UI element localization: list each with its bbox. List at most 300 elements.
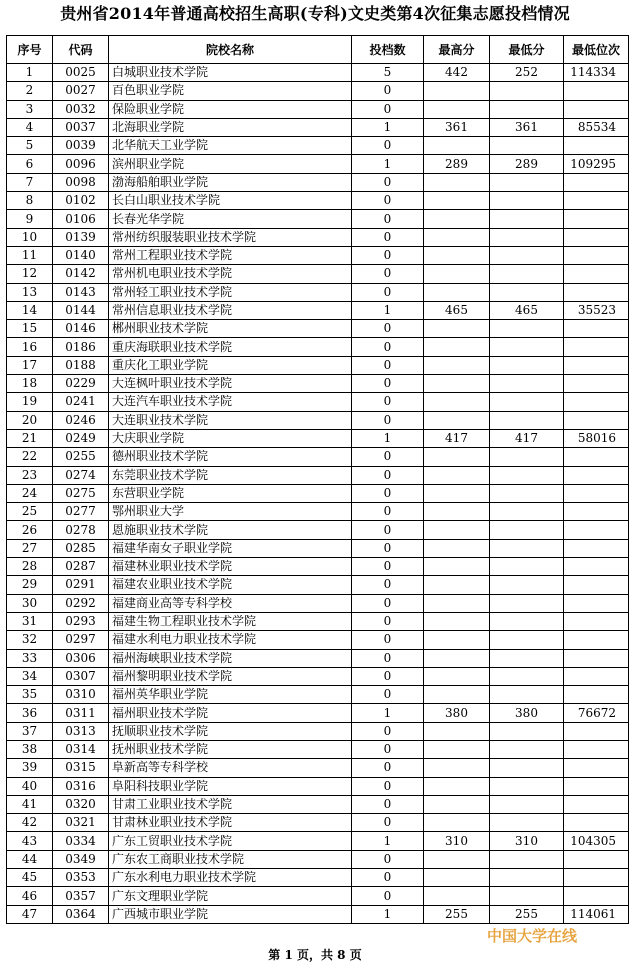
cell-max-score: [424, 631, 490, 649]
table-row: [7, 246, 629, 264]
cell-school-name: 抚州职业技术学院: [109, 740, 352, 758]
cell-code: 0039: [53, 137, 109, 155]
cell-min-rank: 114061: [564, 905, 629, 923]
cell-code: 0306: [53, 649, 109, 667]
cell-index: 14: [7, 301, 53, 319]
cell-code: 0274: [53, 466, 109, 484]
cell-min-rank: [564, 503, 629, 521]
cell-index: 22: [7, 448, 53, 466]
cell-code: 0246: [53, 411, 109, 429]
cell-admitted-count: 0: [352, 869, 424, 887]
cell-admitted-count: 0: [352, 100, 424, 118]
cell-max-score: [424, 246, 490, 264]
cell-max-score: 442: [424, 64, 490, 82]
cell-max-score: 361: [424, 118, 490, 136]
cell-school-name: 福州职业技术学院: [109, 704, 352, 722]
table-row: [7, 283, 629, 301]
cell-min-rank: [564, 338, 629, 356]
cell-max-score: [424, 521, 490, 539]
cell-school-name: 大连职业技术学院: [109, 411, 352, 429]
cell-min-rank: [564, 594, 629, 612]
cell-max-score: [424, 411, 490, 429]
cell-max-score: [424, 82, 490, 100]
cell-min-score: [490, 356, 564, 374]
cell-max-score: [424, 448, 490, 466]
table-row: [7, 411, 629, 429]
cell-min-rank: [564, 814, 629, 832]
col-header-code: 代码: [53, 36, 109, 64]
cell-max-score: 310: [424, 832, 490, 850]
table-row: [7, 173, 629, 191]
cell-max-score: [424, 612, 490, 630]
cell-index: 34: [7, 667, 53, 685]
table-row: [7, 484, 629, 502]
cell-max-score: [424, 338, 490, 356]
cell-min-score: [490, 740, 564, 758]
cell-min-score: [490, 887, 564, 905]
cell-admitted-count: 0: [352, 686, 424, 704]
cell-max-score: [424, 814, 490, 832]
cell-school-name: 广东文理职业学院: [109, 887, 352, 905]
cell-min-rank: [564, 82, 629, 100]
cell-min-rank: [564, 777, 629, 795]
cell-index: 47: [7, 905, 53, 923]
cell-admitted-count: 0: [352, 265, 424, 283]
cell-school-name: 福建生物工程职业技术学院: [109, 612, 352, 630]
cell-min-rank: [564, 850, 629, 868]
cell-min-score: [490, 246, 564, 264]
cell-index: 29: [7, 576, 53, 594]
cell-max-score: [424, 887, 490, 905]
cell-min-rank: [564, 466, 629, 484]
cell-min-score: [490, 503, 564, 521]
cell-code: 0037: [53, 118, 109, 136]
cell-code: 0349: [53, 850, 109, 868]
cell-min-score: [490, 667, 564, 685]
table-row: [7, 64, 629, 82]
cell-min-rank: [564, 649, 629, 667]
cell-code: 0278: [53, 521, 109, 539]
cell-max-score: [424, 759, 490, 777]
cell-admitted-count: 0: [352, 576, 424, 594]
cell-min-rank: 85534: [564, 118, 629, 136]
cell-school-name: 常州轻工职业技术学院: [109, 283, 352, 301]
cell-school-name: 德州职业技术学院: [109, 448, 352, 466]
cell-min-score: [490, 795, 564, 813]
cell-min-rank: [564, 667, 629, 685]
cell-min-score: [490, 137, 564, 155]
cell-index: 44: [7, 850, 53, 868]
cell-min-rank: [564, 246, 629, 264]
cell-max-score: [424, 466, 490, 484]
cell-index: 31: [7, 612, 53, 630]
cell-max-score: [424, 137, 490, 155]
table-row: [7, 704, 629, 722]
cell-min-score: [490, 210, 564, 228]
cell-code: 0106: [53, 210, 109, 228]
cell-code: 0313: [53, 722, 109, 740]
cell-admitted-count: 0: [352, 356, 424, 374]
cell-min-score: [490, 576, 564, 594]
cell-admitted-count: 0: [352, 210, 424, 228]
cell-max-score: [424, 740, 490, 758]
cell-admitted-count: 0: [352, 667, 424, 685]
cell-school-name: 广东农工商职业技术学院: [109, 850, 352, 868]
table-row: [7, 795, 629, 813]
cell-min-score: [490, 375, 564, 393]
cell-admitted-count: 0: [352, 82, 424, 100]
cell-admitted-count: 0: [352, 320, 424, 338]
cell-min-score: [490, 612, 564, 630]
cell-admitted-count: 0: [352, 814, 424, 832]
cell-admitted-count: 0: [352, 466, 424, 484]
cell-min-rank: 35523: [564, 301, 629, 319]
cell-min-rank: [564, 759, 629, 777]
cell-min-score: [490, 393, 564, 411]
cell-admitted-count: 0: [352, 850, 424, 868]
cell-min-rank: 109295: [564, 155, 629, 173]
cell-min-rank: [564, 192, 629, 210]
cell-index: 41: [7, 795, 53, 813]
table-row: [7, 667, 629, 685]
cell-min-score: 465: [490, 301, 564, 319]
cell-admitted-count: 0: [352, 192, 424, 210]
table-row: [7, 722, 629, 740]
cell-code: 0315: [53, 759, 109, 777]
cell-index: 36: [7, 704, 53, 722]
cell-min-score: 289: [490, 155, 564, 173]
cell-max-score: [424, 356, 490, 374]
table-row: [7, 393, 629, 411]
cell-code: 0311: [53, 704, 109, 722]
cell-max-score: [424, 484, 490, 502]
cell-code: 0314: [53, 740, 109, 758]
table-row: [7, 100, 629, 118]
cell-code: 0285: [53, 539, 109, 557]
cell-school-name: 北华航天工业学院: [109, 137, 352, 155]
cell-school-name: 福建农业职业技术学院: [109, 576, 352, 594]
cell-admitted-count: 0: [352, 173, 424, 191]
cell-school-name: 甘肃林业职业技术学院: [109, 814, 352, 832]
cell-min-rank: [564, 521, 629, 539]
cell-index: 46: [7, 887, 53, 905]
cell-max-score: 380: [424, 704, 490, 722]
cell-school-name: 福建商业高等专科学校: [109, 594, 352, 612]
cell-admitted-count: 0: [352, 887, 424, 905]
cell-index: 20: [7, 411, 53, 429]
cell-max-score: [424, 850, 490, 868]
cell-min-score: [490, 722, 564, 740]
table-row: [7, 210, 629, 228]
cell-min-score: [490, 777, 564, 795]
cell-school-name: 抚顺职业技术学院: [109, 722, 352, 740]
cell-index: 3: [7, 100, 53, 118]
table-row: [7, 448, 629, 466]
col-header-index: 序号: [7, 36, 53, 64]
cell-admitted-count: 1: [352, 118, 424, 136]
cell-admitted-count: 0: [352, 338, 424, 356]
table-row: [7, 686, 629, 704]
cell-min-score: [490, 100, 564, 118]
cell-min-rank: [564, 484, 629, 502]
cell-index: 28: [7, 558, 53, 576]
cell-index: 24: [7, 484, 53, 502]
cell-school-name: 阜新高等专科学校: [109, 759, 352, 777]
cell-index: 9: [7, 210, 53, 228]
cell-index: 12: [7, 265, 53, 283]
cell-code: 0321: [53, 814, 109, 832]
cell-school-name: 北海职业学院: [109, 118, 352, 136]
table-row: [7, 228, 629, 246]
cell-max-score: [424, 265, 490, 283]
cell-code: 0144: [53, 301, 109, 319]
cell-school-name: 长春光华学院: [109, 210, 352, 228]
cell-code: 0292: [53, 594, 109, 612]
cell-index: 27: [7, 539, 53, 557]
cell-admitted-count: 1: [352, 301, 424, 319]
cell-max-score: [424, 503, 490, 521]
cell-code: 0297: [53, 631, 109, 649]
cell-min-score: [490, 411, 564, 429]
col-header-school-name: 院校名称: [109, 36, 352, 64]
cell-code: 0310: [53, 686, 109, 704]
cell-min-score: [490, 82, 564, 100]
cell-min-rank: [564, 539, 629, 557]
cell-min-score: [490, 558, 564, 576]
table-row: [7, 869, 629, 887]
cell-code: 0364: [53, 905, 109, 923]
cell-school-name: 常州工程职业技术学院: [109, 246, 352, 264]
cell-min-rank: [564, 686, 629, 704]
table-row: [7, 429, 629, 447]
cell-min-score: [490, 320, 564, 338]
cell-admitted-count: 0: [352, 137, 424, 155]
table-row: [7, 137, 629, 155]
cell-school-name: 东莞职业技术学院: [109, 466, 352, 484]
cell-min-score: [490, 869, 564, 887]
cell-min-rank: [564, 448, 629, 466]
cell-min-score: [490, 192, 564, 210]
cell-max-score: [424, 722, 490, 740]
cell-min-score: [490, 448, 564, 466]
table-row: [7, 814, 629, 832]
table-row: [7, 594, 629, 612]
cell-index: 19: [7, 393, 53, 411]
cell-school-name: 广东工贸职业技术学院: [109, 832, 352, 850]
cell-min-rank: [564, 612, 629, 630]
cell-min-score: [490, 228, 564, 246]
cell-min-score: [490, 539, 564, 557]
cell-code: 0229: [53, 375, 109, 393]
cell-admitted-count: 0: [352, 246, 424, 264]
cell-admitted-count: 1: [352, 905, 424, 923]
cell-admitted-count: 0: [352, 448, 424, 466]
cell-index: 43: [7, 832, 53, 850]
cell-index: 17: [7, 356, 53, 374]
cell-admitted-count: 0: [352, 649, 424, 667]
cell-min-score: [490, 814, 564, 832]
cell-admitted-count: 0: [352, 393, 424, 411]
cell-admitted-count: 1: [352, 704, 424, 722]
table-row: [7, 503, 629, 521]
table-row: [7, 338, 629, 356]
cell-max-score: 289: [424, 155, 490, 173]
cell-max-score: [424, 228, 490, 246]
cell-school-name: 渤海船舶职业学院: [109, 173, 352, 191]
header-row: [7, 36, 629, 64]
cell-school-name: 百色职业学院: [109, 82, 352, 100]
cell-school-name: 重庆化工职业学院: [109, 356, 352, 374]
cell-code: 0142: [53, 265, 109, 283]
cell-max-score: [424, 869, 490, 887]
cell-min-rank: [564, 631, 629, 649]
cell-min-score: [490, 283, 564, 301]
cell-code: 0357: [53, 887, 109, 905]
cell-min-rank: [564, 740, 629, 758]
table-row: [7, 631, 629, 649]
cell-school-name: 广东水利电力职业技术学院: [109, 869, 352, 887]
cell-admitted-count: 0: [352, 759, 424, 777]
cell-school-name: 阜阳科技职业学院: [109, 777, 352, 795]
table-row: [7, 832, 629, 850]
cell-code: 0146: [53, 320, 109, 338]
table-row: [7, 759, 629, 777]
cell-admitted-count: 0: [352, 411, 424, 429]
cell-school-name: 东营职业学院: [109, 484, 352, 502]
table-row: [7, 558, 629, 576]
cell-min-rank: [564, 795, 629, 813]
cell-admitted-count: 1: [352, 155, 424, 173]
cell-code: 0307: [53, 667, 109, 685]
cell-index: 6: [7, 155, 53, 173]
cell-max-score: [424, 686, 490, 704]
cell-code: 0249: [53, 429, 109, 447]
cell-min-rank: [564, 576, 629, 594]
table-row: [7, 301, 629, 319]
cell-min-score: [490, 631, 564, 649]
cell-admitted-count: 1: [352, 832, 424, 850]
cell-min-score: [490, 338, 564, 356]
cell-index: 38: [7, 740, 53, 758]
cell-min-rank: [564, 265, 629, 283]
cell-school-name: 福州黎明职业技术学院: [109, 667, 352, 685]
cell-index: 10: [7, 228, 53, 246]
cell-school-name: 福建水利电力职业技术学院: [109, 631, 352, 649]
cell-school-name: 福州海峡职业技术学院: [109, 649, 352, 667]
cell-school-name: 保险职业学院: [109, 100, 352, 118]
cell-min-score: 380: [490, 704, 564, 722]
cell-code: 0098: [53, 173, 109, 191]
cell-code: 0316: [53, 777, 109, 795]
cell-index: 32: [7, 631, 53, 649]
cell-index: 16: [7, 338, 53, 356]
cell-code: 0096: [53, 155, 109, 173]
cell-school-name: 福建林业职业技术学院: [109, 558, 352, 576]
cell-max-score: [424, 795, 490, 813]
cell-max-score: [424, 192, 490, 210]
table-row: [7, 375, 629, 393]
cell-min-score: 252: [490, 64, 564, 82]
cell-min-rank: 76672: [564, 704, 629, 722]
cell-max-score: [424, 375, 490, 393]
cell-index: 39: [7, 759, 53, 777]
cell-school-name: 大连枫叶职业技术学院: [109, 375, 352, 393]
cell-index: 7: [7, 173, 53, 191]
cell-min-rank: [564, 283, 629, 301]
cell-min-rank: 114334: [564, 64, 629, 82]
cell-index: 21: [7, 429, 53, 447]
cell-admitted-count: 0: [352, 503, 424, 521]
cell-code: 0241: [53, 393, 109, 411]
cell-school-name: 白城职业技术学院: [109, 64, 352, 82]
col-header-min-rank: 最低位次: [564, 36, 629, 64]
site-watermark: 中国大学在线: [487, 927, 578, 945]
cell-index: 42: [7, 814, 53, 832]
table-row: [7, 777, 629, 795]
cell-min-score: 361: [490, 118, 564, 136]
cell-index: 5: [7, 137, 53, 155]
cell-code: 0143: [53, 283, 109, 301]
cell-code: 0140: [53, 246, 109, 264]
page-footer: 第 1 页，共 8 页: [268, 948, 362, 962]
cell-admitted-count: 0: [352, 375, 424, 393]
cell-index: 15: [7, 320, 53, 338]
cell-index: 23: [7, 466, 53, 484]
cell-min-rank: [564, 320, 629, 338]
cell-school-name: 鄂州职业大学: [109, 503, 352, 521]
cell-code: 0277: [53, 503, 109, 521]
cell-code: 0334: [53, 832, 109, 850]
cell-admitted-count: 5: [352, 64, 424, 82]
cell-min-score: [490, 850, 564, 868]
table-row: [7, 466, 629, 484]
cell-admitted-count: 0: [352, 740, 424, 758]
cell-code: 0287: [53, 558, 109, 576]
cell-code: 0186: [53, 338, 109, 356]
cell-max-score: 255: [424, 905, 490, 923]
table-row: [7, 740, 629, 758]
cell-admitted-count: 0: [352, 283, 424, 301]
cell-min-score: [490, 686, 564, 704]
cell-index: 8: [7, 192, 53, 210]
cell-school-name: 重庆海联职业技术学院: [109, 338, 352, 356]
cell-min-score: [490, 484, 564, 502]
cell-index: 35: [7, 686, 53, 704]
cell-min-score: [490, 466, 564, 484]
cell-school-name: 大庆职业学院: [109, 429, 352, 447]
cell-max-score: 417: [424, 429, 490, 447]
cell-admitted-count: 0: [352, 612, 424, 630]
cell-max-score: 465: [424, 301, 490, 319]
cell-school-name: 福建华南女子职业学院: [109, 539, 352, 557]
cell-min-score: [490, 173, 564, 191]
cell-min-rank: [564, 411, 629, 429]
cell-index: 30: [7, 594, 53, 612]
cell-min-score: [490, 265, 564, 283]
cell-max-score: [424, 320, 490, 338]
col-header-admitted-count: 投档数: [352, 36, 424, 64]
cell-admitted-count: 0: [352, 228, 424, 246]
cell-min-rank: [564, 173, 629, 191]
cell-min-score: 310: [490, 832, 564, 850]
cell-min-rank: [564, 722, 629, 740]
table-row: [7, 320, 629, 338]
admission-table: [6, 35, 629, 924]
cell-min-rank: 104305: [564, 832, 629, 850]
cell-school-name: 常州信息职业技术学院: [109, 301, 352, 319]
table-row: [7, 521, 629, 539]
cell-admitted-count: 0: [352, 722, 424, 740]
